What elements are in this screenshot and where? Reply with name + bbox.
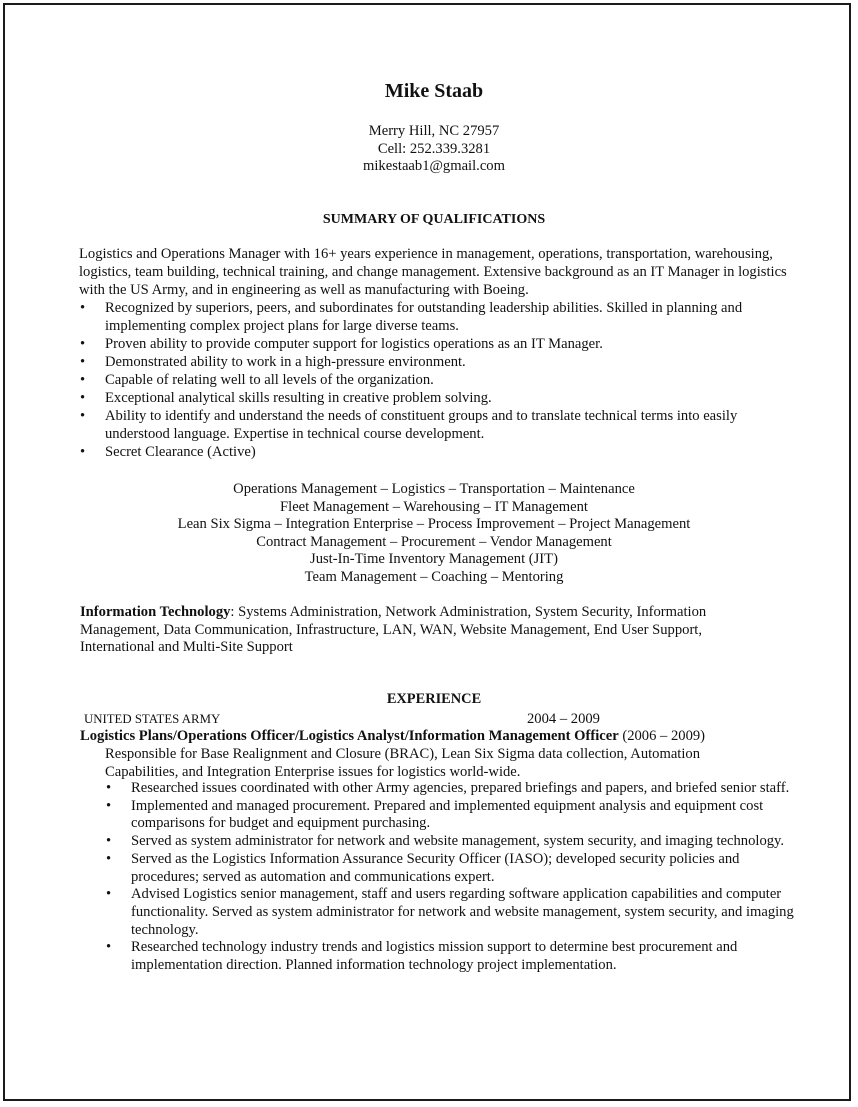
summary-heading: SUMMARY OF QUALIFICATIONS: [322, 212, 546, 227]
summary-intro: Logistics and Operations Manager with 16+ years experience in management, operations, transportation, warehousing, logistics, team building, technical training, and change management. Extensive background as an IT Manager in logistics with the US Army, and in engineering as well as manufacturing with Boeing.: [79, 246, 787, 298]
role-dates: (2006 – 2009): [618, 728, 706, 744]
summary-bullet: • Ability to identify and understand the needs of constituent groups and to translate technical terms into easily understood language. Expertise in technical course development.: [79, 407, 791, 443]
duty-bullet: • Researched issues coordinated with other Army agencies, prepared briefings and papers, and briefed senior staff.: [105, 780, 795, 798]
skills-line: Operations Management – Logistics – Transportation – Maintenance: [233, 481, 635, 497]
duty-bullet: • Served as system administrator for network and website management, system security, and imaging technology.: [105, 833, 795, 851]
email: mikestaab1@gmail.com: [363, 158, 505, 174]
it-label: Information Technology: [80, 604, 231, 620]
duties-bullet-list: [105, 780, 795, 975]
role-line: [80, 727, 792, 745]
role-title: Logistics Plans/Operations Officer/Logistics Analyst/Information Management Officer: [80, 728, 619, 744]
employer-name: UNITED STATES ARMY: [84, 712, 221, 726]
summary-section: [79, 245, 791, 461]
contact-block: [78, 123, 790, 176]
summary-bullet: • Recognized by superiors, peers, and subordinates for outstanding leadership abilities. Skilled in planning and implementing complex project plans for large diverse teams.: [79, 299, 791, 335]
it-text: : Systems Administration, Network Administration, System Security, Information Management, Data Communication, Infrastructure, LAN, WAN, Website Management, End User Support, International and Multi-Site Support: [80, 604, 707, 655]
duty-bullet: • Served as the Logistics Information Assurance Security Officer (IASO); developed security policies and procedures; served as automation and communications expert.: [105, 851, 795, 886]
summary-bullet: • Proven ability to provide computer support for logistics operations as an IT Manager.: [79, 335, 791, 353]
role-responsibility: Responsible for Base Realignment and Closure (BRAC), Lean Six Sigma data collection, Automation Capabilities, and Integration Enterprise issues for logistics world-wide.: [105, 746, 701, 780]
skills-line: Team Management – Coaching – Mentoring: [304, 568, 564, 585]
skills-line: Lean Six Sigma – Integration Enterprise – Process Improvement – Project Management: [177, 516, 691, 533]
employment-dates: 2004 – 2009: [527, 711, 600, 727]
duty-bullet: • Researched technology industry trends and logistics mission support to determine best procurement and implementation direction. Planned information technology project implementation.: [105, 939, 795, 974]
summary-bullet: • Secret Clearance (Active): [79, 443, 791, 461]
skills-line: Contract Management – Procurement – Vendor Management: [256, 533, 612, 550]
experience-heading: EXPERIENCE: [386, 691, 482, 707]
skills-line: Fleet Management – Warehousing – IT Management: [280, 498, 588, 515]
candidate-name: Mike Staab: [384, 80, 484, 102]
summary-bullet: • Capable of relating well to all levels of the organization.: [79, 371, 791, 389]
summary-bullet-list: [79, 299, 791, 461]
duties-section: [105, 780, 795, 975]
duty-bullet: • Advised Logistics senior management, staff and users regarding software application capabilities and computer functionality. Served as system administrator for network and website management, system security, and imaging technology.: [105, 886, 795, 939]
information-technology-section: [80, 604, 780, 657]
address: Merry Hill, NC 27957: [368, 123, 500, 139]
summary-bullet: • Exceptional analytical skills resulting in creative problem solving.: [79, 389, 791, 407]
skills-block: [78, 481, 790, 587]
skills-line: Just-In-Time Inventory Management (JIT): [310, 551, 558, 568]
duty-bullet: • Implemented and managed procurement. Prepared and implemented equipment analysis and equipment cost comparisons for budget and equipment purchasing.: [105, 798, 795, 833]
summary-bullet: • Demonstrated ability to work in a high-pressure environment.: [79, 353, 791, 371]
cell-phone: Cell: 252.339.3281: [377, 140, 491, 157]
resume-page: [3, 3, 851, 1101]
